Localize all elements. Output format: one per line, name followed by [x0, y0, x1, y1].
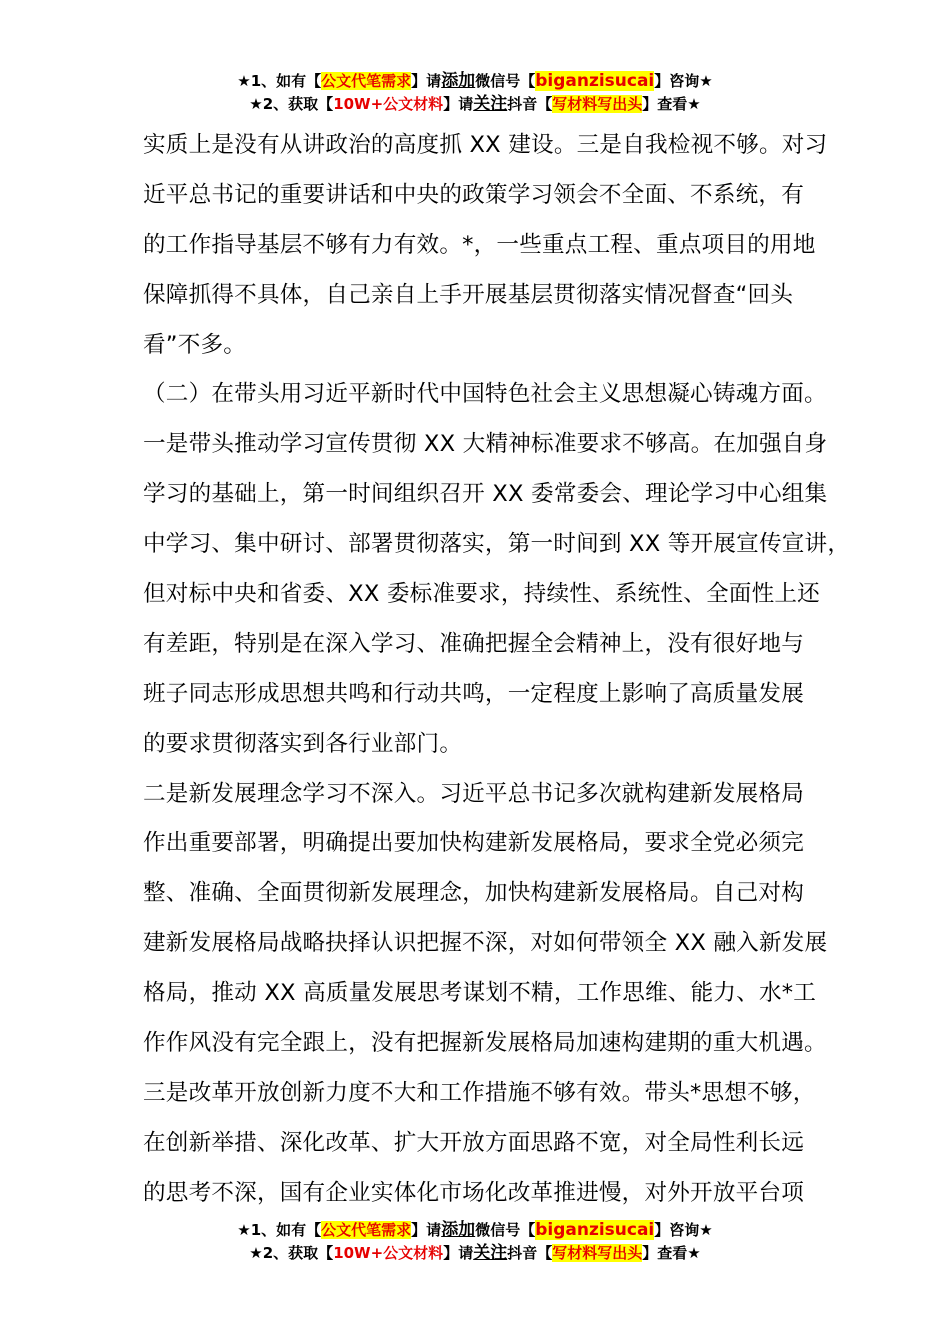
footer-text: 】请	[411, 1221, 442, 1239]
footer-text: 微信号【	[475, 1221, 536, 1239]
follow-emphasis: 关注	[473, 94, 508, 114]
footer-line-2	[0, 1242, 950, 1265]
body-line: 近平总书记的重要讲话和中央的政策学习领会不全面、不系统，有	[143, 181, 805, 208]
body-line: 作出重要部署，明确提出要加快构建新发展格局，要求全党必须完	[143, 830, 805, 857]
body-line: 整、准确、全面贯彻新发展理念，加快构建新发展格局。自己对构	[143, 880, 805, 907]
materials-highlight: 10W+公文材料	[333, 1244, 444, 1262]
body-line: 三是改革开放创新力度不大和工作措施不够有效。带头*思想不够，	[143, 1079, 816, 1106]
document-body	[143, 121, 851, 1219]
footer-text: 】咨询★	[654, 1221, 713, 1239]
wechat-id-highlight: biganzisucai	[535, 71, 655, 91]
footer-banner	[0, 1219, 950, 1265]
body-line: 实质上是没有从讲政治的高度抓 XX 建设。三是自我检视不够。对习	[143, 132, 828, 158]
add-emphasis: 添加	[441, 71, 476, 91]
body-line: 有差距，特别是在深入学习、准确把握全会精神上，没有很好地与	[143, 630, 805, 657]
header-text: 】查看★	[642, 95, 701, 113]
materials-highlight: 10W+公文材料	[333, 95, 444, 113]
body-line: 的要求贯彻落实到各行业部门。	[143, 730, 463, 757]
ghostwriting-highlight: 公文代笔需求	[321, 72, 412, 90]
footer-text: 抖音【	[507, 1244, 553, 1262]
wechat-id-highlight: biganzisucai	[535, 1220, 655, 1240]
footer-line-1	[0, 1219, 950, 1242]
body-line: 班子同志形成思想共鸣和行动共鸣，一定程度上影响了高质量发展	[143, 680, 805, 707]
ghostwriting-highlight: 公文代笔需求	[321, 1221, 412, 1239]
body-line: 格局，推动 XX 高质量发展思考谋划不精，工作思维、能力、水*工	[143, 980, 817, 1007]
body-line: 作作风没有完全跟上，没有把握新发展格局加速构建期的重大机遇。	[143, 1030, 827, 1057]
header-text: 】请	[411, 72, 442, 90]
body-line: 中学习、集中研讨、部署贯彻落实，第一时间到 XX 等开展宣传宣讲，	[143, 531, 851, 558]
header-text: 抖音【	[507, 95, 553, 113]
header-text: 】咨询★	[654, 72, 713, 90]
follow-emphasis: 关注	[473, 1243, 508, 1263]
body-line: 建新发展格局战略抉择认识把握不深，对如何带领全 XX 融入新发展	[143, 930, 828, 957]
body-line: 的思考不深，国有企业实体化市场化改革推进慢，对外开放平台项	[143, 1179, 805, 1206]
header-text: 】请	[443, 95, 474, 113]
header-banner	[0, 70, 950, 116]
body-line: 一是带头推动学习宣传贯彻 XX 大精神标准要求不够高。在加强自身	[143, 431, 828, 458]
header-line-2	[0, 93, 950, 116]
header-text: ★2、获取【	[249, 95, 334, 113]
add-emphasis: 添加	[441, 1220, 476, 1240]
body-line: 在创新举措、深化改革、扩大开放方面思路不宽，对全局性利长远	[143, 1129, 805, 1156]
body-line: 保障抓得不具体，自己亲自上手开展基层贯彻落实情况督查“回头	[143, 281, 794, 308]
body-line: 看”不多。	[143, 331, 247, 358]
douyin-highlight: 写材料写出头	[552, 95, 643, 113]
header-line-1	[0, 70, 950, 93]
body-line: 的工作指导基层不够有力有效。*，一些重点工程、重点项目的用地	[143, 231, 816, 258]
footer-text: ★1、如有【	[237, 1221, 322, 1239]
footer-text: ★2、获取【	[249, 1244, 334, 1262]
body-line: 学习的基础上，第一时间组织召开 XX 委常委会、理论学习中心组集	[143, 481, 828, 508]
footer-text: 】请	[443, 1244, 474, 1262]
body-line: 二是新发展理念学习不深入。习近平总书记多次就构建新发展格局	[143, 780, 805, 807]
header-text: ★1、如有【	[237, 72, 322, 90]
body-line: 但对标中央和省委、XX 委标准要求，持续性、系统性、全面性上还	[143, 581, 820, 608]
footer-text: 】查看★	[642, 1244, 701, 1262]
douyin-highlight: 写材料写出头	[552, 1244, 643, 1262]
header-text: 微信号【	[475, 72, 536, 90]
section-heading: （二）在带头用习近平新时代中国特色社会主义思想凝心铸魂方面。	[143, 381, 827, 408]
